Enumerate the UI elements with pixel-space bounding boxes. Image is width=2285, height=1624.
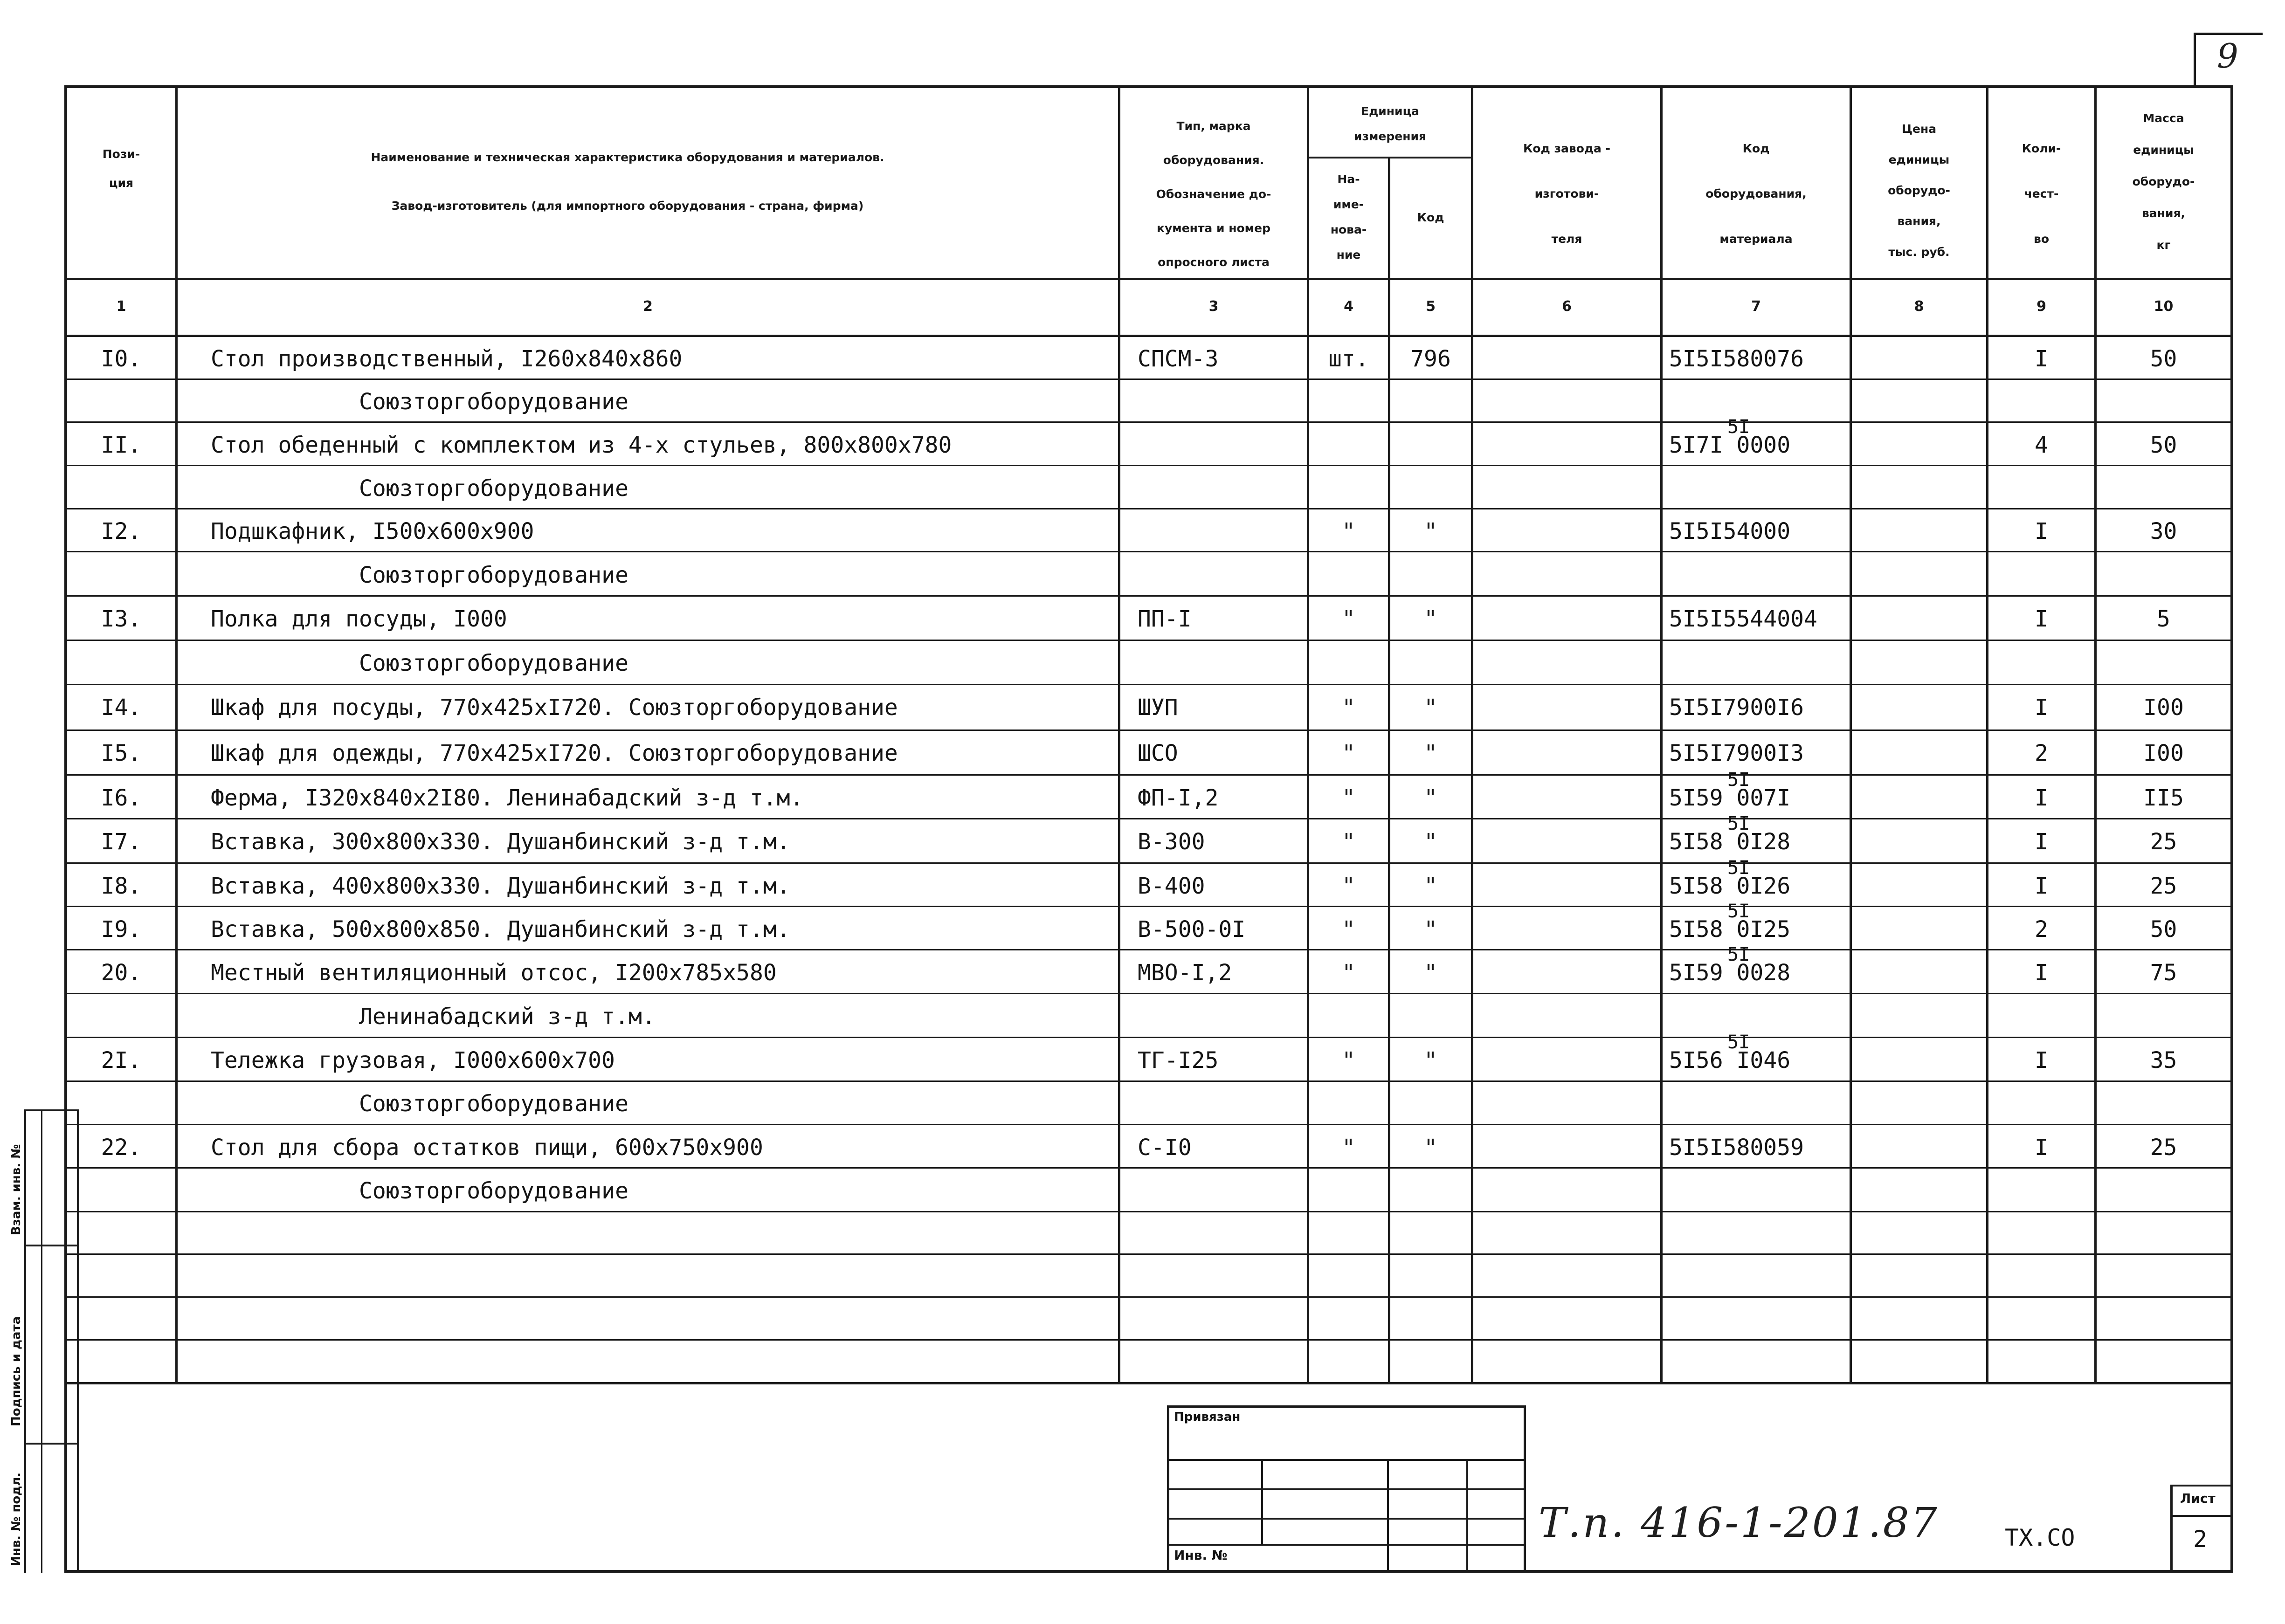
margin-strip-top: [24, 1109, 78, 1111]
row-unit: ": [1342, 1135, 1355, 1161]
row-line: [67, 1080, 2230, 1082]
row-unit-code: ": [1424, 916, 1437, 943]
row-pos: 2I.: [101, 1047, 142, 1073]
stamp-line: [1167, 1488, 1526, 1490]
row-unit-code: ": [1424, 695, 1437, 721]
row-unit: ": [1342, 873, 1355, 899]
column-number: 4: [1344, 298, 1353, 315]
col-line-6: [1660, 85, 1663, 1383]
margin-label-signature-date: Подпись и дата: [9, 1316, 23, 1426]
row-pos: I3.: [101, 606, 142, 632]
sheet-number: 2: [2193, 1526, 2208, 1553]
frame-bottom: [64, 1570, 2233, 1573]
row-type: ТГ-I25: [1138, 1047, 1219, 1073]
row-mass: 50: [2150, 346, 2177, 372]
col-line-3: [1307, 85, 1309, 1383]
margin-strip-line: [24, 1245, 78, 1246]
row-type: ПП-I: [1138, 606, 1192, 632]
row-pos: I0.: [101, 346, 142, 372]
row-unit: ": [1342, 1047, 1355, 1073]
row-mass: I00: [2143, 740, 2184, 766]
row-line: [67, 1211, 2230, 1212]
row-line: [67, 862, 2230, 864]
row-unit-code: ": [1424, 873, 1437, 899]
row-qty: I: [2035, 960, 2048, 986]
row-pos: I4.: [101, 695, 142, 721]
frame-top: [64, 85, 2233, 88]
row-mass: I00: [2143, 695, 2184, 721]
row-unit: ": [1342, 740, 1355, 766]
row-name: Шкаф для посуды, 770x425xI720. Союзторгоборудование: [211, 695, 898, 721]
row-code-superscript: 5I: [1727, 416, 1750, 438]
header-col9: Коли- чест- во: [2022, 142, 2061, 246]
row-pos: 20.: [101, 960, 142, 986]
row-code: 5I59 0028: [1669, 960, 1791, 986]
row-unit-code: ": [1424, 960, 1437, 986]
row-mass: II5: [2143, 785, 2184, 811]
row-name: Местный вентиляционный отсос, I200x785x580: [211, 960, 777, 986]
row-unit: ": [1342, 695, 1355, 721]
stamp-attached-label: Привязан: [1174, 1410, 1241, 1424]
row-code: 5I5I54000: [1669, 518, 1791, 544]
row-unit: ": [1342, 518, 1355, 544]
col-line-9: [2094, 85, 2097, 1383]
column-number: 10: [2154, 298, 2174, 315]
header-col10: Масса единицы оборудо- вания, кг: [2132, 111, 2195, 252]
row-unit-code: ": [1424, 606, 1437, 632]
row-pos: I8.: [101, 873, 142, 899]
row-type: С-I0: [1138, 1135, 1192, 1161]
row-pos: II.: [101, 432, 142, 458]
row-name: Союзторгоборудование: [359, 1178, 628, 1204]
row-name: Тележка грузовая, I000x600x700: [211, 1047, 615, 1073]
row-type: В-300: [1138, 829, 1205, 855]
stamp-line: [1167, 1518, 1526, 1520]
header-col3: Тип, марка оборудования. Обозначение до- кумента и номер опросного листа: [1156, 119, 1271, 269]
row-code: 5I58 0I26: [1669, 873, 1791, 899]
margin-strip-left: [24, 1109, 26, 1573]
row-name: Союзторгоборудование: [359, 650, 628, 676]
row-line: [67, 774, 2230, 776]
col-line-4: [1388, 157, 1390, 1383]
row-name: Стол для сбора остатков пищи, 600x750x900: [211, 1135, 763, 1161]
row-name: Стол обеденный с комплектом из 4-х стульев, 800x800x780: [211, 432, 952, 458]
column-number: 8: [1914, 298, 1924, 315]
row-code-superscript: 5I: [1727, 1032, 1750, 1053]
stamp-vline: [1387, 1459, 1389, 1573]
row-unit-code: ": [1424, 785, 1437, 811]
column-number: 3: [1208, 298, 1219, 315]
row-line: [67, 684, 2230, 685]
frame-right: [2230, 85, 2233, 1573]
row-unit-code: ": [1424, 740, 1437, 766]
stamp-box-top: [1167, 1405, 1526, 1408]
page-number-box-left: [2194, 33, 2196, 88]
col-line-1: [175, 85, 178, 1383]
column-number: 9: [2036, 298, 2046, 315]
row-unit: ": [1342, 785, 1355, 811]
col-line-7: [1850, 85, 1852, 1383]
row-type: В-400: [1138, 873, 1205, 899]
row-line: [67, 595, 2230, 597]
stamp-line: [1167, 1544, 1526, 1546]
row-line: [67, 906, 2230, 907]
row-line: [67, 1167, 2230, 1169]
margin-label-vzam-inv: Взам. инв. №: [9, 1144, 23, 1235]
row-line: [67, 949, 2230, 950]
row-line: [67, 508, 2230, 509]
row-qty: I: [2035, 606, 2048, 632]
stamp-line: [1167, 1459, 1526, 1461]
row-qty: I: [2035, 1135, 2048, 1161]
row-code-superscript: 5I: [1727, 944, 1750, 965]
row-qty: I: [2035, 785, 2048, 811]
row-qty: I: [2035, 695, 2048, 721]
row-code: 5I5I5544004: [1669, 606, 1817, 632]
row-name: Ферма, I320x840x2I80. Ленинабадский з-д т.м.: [211, 785, 804, 811]
row-name: Союзторгоборудование: [359, 389, 628, 415]
row-name: Союзторгоборудование: [359, 562, 628, 588]
row-pos: I7.: [101, 829, 142, 855]
sheet-code: ТХ.СО: [2005, 1524, 2075, 1551]
row-mass: 30: [2150, 518, 2177, 544]
row-code-superscript: 5I: [1727, 901, 1750, 922]
row-code: 5I5I7900I6: [1669, 695, 1804, 721]
margin-strip-right: [77, 1109, 79, 1573]
row-qty: I: [2035, 829, 2048, 855]
col-line-8: [1986, 85, 1988, 1383]
row-pos: I6.: [101, 785, 142, 811]
stamp-vline: [1261, 1459, 1263, 1544]
row-unit: ": [1342, 606, 1355, 632]
row-type: ШСО: [1138, 740, 1178, 766]
page-number: 9: [2217, 36, 2238, 76]
margin-strip-inner: [41, 1109, 42, 1573]
header-col5: Код: [1417, 211, 1444, 224]
page-number-box-top: [2194, 33, 2263, 35]
row-name: Союзторгоборудование: [359, 1091, 628, 1117]
row-line: [67, 1253, 2230, 1255]
colnum-bottom-line: [64, 335, 2233, 337]
row-code: 5I58 0I25: [1669, 916, 1791, 943]
row-mass: 50: [2150, 916, 2177, 943]
row-line: [67, 465, 2230, 466]
row-line: [67, 551, 2230, 552]
row-type: ФП-I,2: [1138, 785, 1219, 811]
row-code: 5I56 I046: [1669, 1047, 1791, 1073]
row-pos: I5.: [101, 740, 142, 766]
row-mass: 35: [2150, 1047, 2177, 1073]
column-number: 2: [643, 298, 653, 315]
row-mass: 25: [2150, 1135, 2177, 1161]
row-type: СПСМ-3: [1138, 346, 1219, 372]
row-line: [67, 1296, 2230, 1298]
row-code: 5I59 007I: [1669, 785, 1791, 811]
row-mass: 50: [2150, 432, 2177, 458]
header-col7: Код оборудования, материала: [1705, 142, 1807, 246]
row-name: Ленинабадский з-д т.м.: [359, 1004, 656, 1030]
row-line: [67, 818, 2230, 819]
header-col8: Цена единицы оборудо- вания, тыс. руб.: [1888, 122, 1950, 259]
row-type: МВО-I,2: [1138, 960, 1232, 986]
row-line: [67, 993, 2230, 994]
row-unit-code: 796: [1410, 346, 1451, 372]
margin-strip-line: [24, 1443, 78, 1445]
row-unit-code: ": [1424, 1135, 1437, 1161]
row-mass: 5: [2157, 606, 2170, 632]
row-unit-code: ": [1424, 518, 1437, 544]
stamp-vline: [1466, 1459, 1468, 1573]
row-code-superscript: 5I: [1727, 857, 1750, 879]
row-line: [67, 1037, 2230, 1038]
column-number: 1: [116, 298, 126, 315]
row-pos: I9.: [101, 916, 142, 943]
row-qty: 2: [2035, 916, 2048, 943]
row-qty: I: [2035, 873, 2048, 899]
sheet-label: Лист: [2180, 1491, 2216, 1506]
header-col6: Код завода - изготови- теля: [1523, 142, 1611, 246]
header-col4: На- име- нова- ние: [1330, 172, 1367, 261]
stamp-inv-label: Инв. №: [1174, 1548, 1228, 1563]
row-code-superscript: 5I: [1727, 769, 1750, 791]
document-code: Т.п. 416-1-201.87: [1539, 1499, 1939, 1547]
row-unit: ": [1342, 829, 1355, 855]
row-pos: I2.: [101, 518, 142, 544]
row-unit: ": [1342, 916, 1355, 943]
sheet-box-top: [2170, 1485, 2233, 1486]
sheet-box-left: [2170, 1485, 2173, 1573]
row-type: В-500-0I: [1138, 916, 1246, 943]
row-unit-code: ": [1424, 1047, 1437, 1073]
row-unit: шт.: [1328, 346, 1369, 372]
row-name: Стол производственный, I260x840x860: [211, 346, 683, 372]
row-code: 5I5I7900I3: [1669, 740, 1804, 766]
row-name: Союзторгоборудование: [359, 475, 628, 502]
row-name: Вставка, 300x800x330. Душанбинский з-д т.м.: [211, 829, 790, 855]
row-unit-code: ": [1424, 829, 1437, 855]
sheet-box-mid: [2170, 1515, 2233, 1517]
row-unit: ": [1342, 960, 1355, 986]
row-qty: I: [2035, 518, 2048, 544]
header-col1: Пози- ция: [102, 147, 140, 190]
row-line: [67, 1124, 2230, 1125]
row-code-superscript: 5I: [1727, 813, 1750, 834]
row-mass: 25: [2150, 829, 2177, 855]
row-name: Вставка, 500x800x850. Душанбинский з-д т.м.: [211, 916, 790, 943]
row-type: ШУП: [1138, 695, 1178, 721]
row-line: [67, 421, 2230, 423]
row-name: Вставка, 400x800x330. Душанбинский з-д т.м.: [211, 873, 790, 899]
header-unit-group: Единица измерения: [1353, 104, 1427, 143]
row-mass: 25: [2150, 873, 2177, 899]
column-number: 6: [1562, 298, 1572, 315]
row-line: [67, 1339, 2230, 1341]
table-bottom-line: [64, 1382, 2233, 1384]
column-number: 7: [1751, 298, 1761, 315]
header-col2: Наименование и техническая характеристика оборудования и материалов. Завод-изготовитель (для импортного оборудования - страна, фирма): [371, 151, 884, 213]
row-name: Полка для посуды, I000: [211, 606, 507, 632]
row-line: [67, 729, 2230, 731]
row-mass: 75: [2150, 960, 2177, 986]
row-line: [67, 378, 2230, 380]
row-code: 5I5I580076: [1669, 346, 1804, 372]
row-code: 5I58 0I28: [1669, 829, 1791, 855]
col-line-5: [1471, 85, 1473, 1383]
row-name: Подшкафник, I500x600x900: [211, 518, 534, 544]
row-code: 5I5I580059: [1669, 1135, 1804, 1161]
row-line: [67, 640, 2230, 641]
row-qty: 4: [2035, 432, 2048, 458]
row-qty: 2: [2035, 740, 2048, 766]
row-qty: I: [2035, 346, 2048, 372]
row-name: Шкаф для одежды, 770x425xI720. Союзторгоборудование: [211, 740, 898, 766]
margin-label-inv-podl: Инв. № подл.: [9, 1472, 23, 1566]
row-code: 5I7I 0000: [1669, 432, 1791, 458]
column-number: 5: [1426, 298, 1436, 315]
row-pos: 22.: [101, 1135, 142, 1161]
row-qty: I: [2035, 1047, 2048, 1073]
